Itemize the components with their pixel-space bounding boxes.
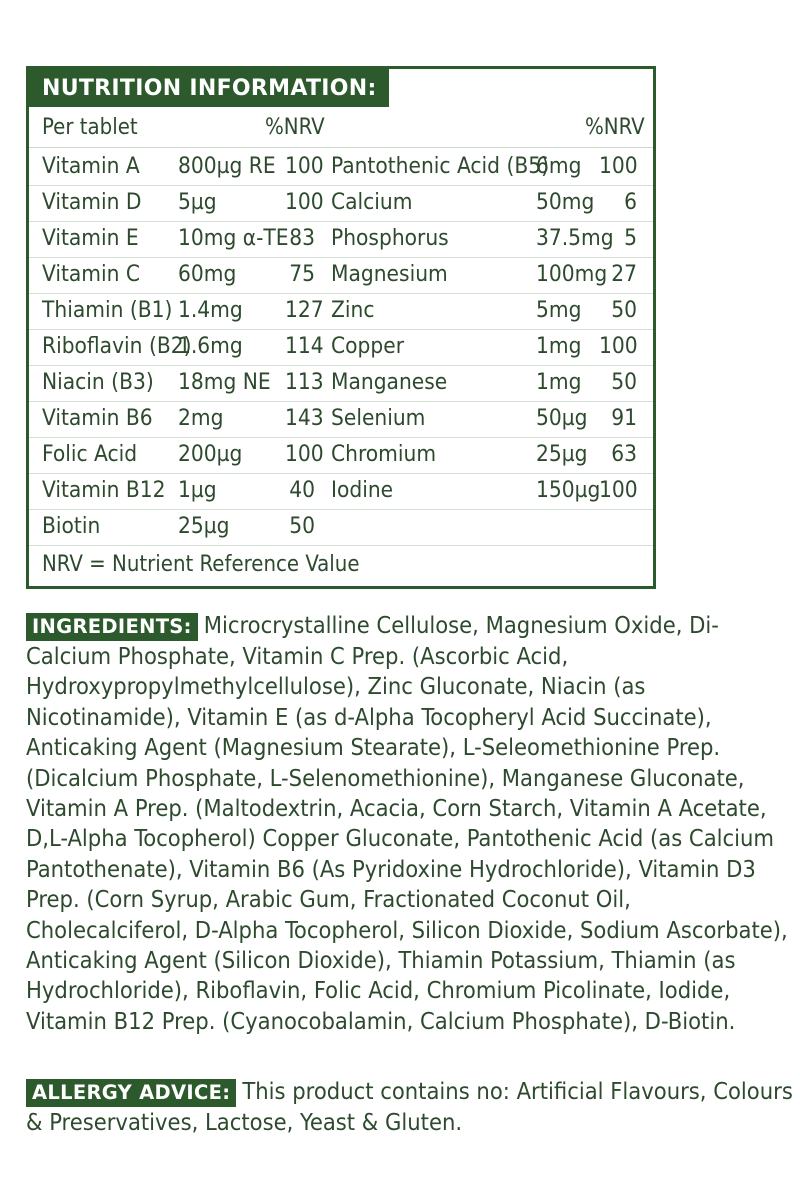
per-tablet-label: Per tablet: [42, 115, 138, 140]
nutrient-nrv: 100: [285, 189, 324, 215]
nutrient-amount: 1.6mg: [178, 333, 243, 359]
nutrition-row: [29, 509, 653, 546]
nutrient-name: Calcium: [331, 189, 413, 215]
nutrient-amount: 5µg: [178, 189, 217, 215]
nutrition-row: [29, 149, 653, 186]
nutrient-name: Niacin (B3): [42, 369, 154, 395]
nutrient-nrv: 100: [599, 153, 638, 179]
allergy-label: ALLERGY ADVICE:: [26, 1079, 236, 1107]
nutrient-amount: 18mg NE: [178, 369, 271, 395]
nutrition-row: [29, 257, 653, 294]
nutrient-name: Vitamin E: [42, 225, 139, 251]
nrv-footnote-row: [29, 545, 653, 585]
nutrient-name: Selenium: [331, 405, 426, 431]
nutrient-name: Magnesium: [331, 261, 448, 287]
nrv-footnote: NRV = Nutrient Reference Value: [42, 552, 360, 577]
nutrition-row: [29, 473, 653, 510]
ingredients-section: [26, 610, 796, 1036]
nutrient-amount: 37.5mg: [536, 225, 614, 251]
nutrient-amount: 2mg: [178, 405, 224, 431]
nutrient-nrv: 83: [289, 225, 315, 251]
nutrient-name: Vitamin C: [42, 261, 141, 287]
nutrient-name: Iodine: [331, 477, 394, 503]
nutrient-nrv: 50: [289, 513, 315, 539]
nutrient-name: Vitamin D: [42, 189, 142, 215]
nutrient-nrv: 100: [599, 477, 638, 503]
nutrition-header-row: [29, 109, 653, 148]
nutrient-nrv: 100: [599, 333, 638, 359]
nutrient-nrv: 143: [285, 405, 324, 431]
nutrient-nrv: 50: [611, 297, 637, 323]
nutrition-row: [29, 221, 653, 258]
nutrient-nrv: 100: [285, 441, 324, 467]
nutrient-amount: 5mg: [536, 297, 582, 323]
nutrient-name: Vitamin B12: [42, 477, 166, 503]
nutrition-panel: [26, 66, 656, 589]
nutrition-title: NUTRITION INFORMATION:: [29, 69, 389, 107]
nutrition-row: [29, 437, 653, 474]
allergy-text: This product contains no: Artificial Flavours, Colours & Preservatives, Lactose, Yeast & Gluten.: [26, 1077, 793, 1136]
nutrition-row: [29, 185, 653, 222]
nutrient-amount: 50µg: [536, 405, 588, 431]
nutrition-row: [29, 293, 653, 330]
nutrient-amount: 6mg: [536, 153, 582, 179]
nrv-header-left: %NRV: [265, 115, 325, 140]
nutrient-nrv: 27: [611, 261, 637, 287]
ingredients-text: Microcrystalline Cellulose, Magnesium Oxide, Di-Calcium Phosphate, Vitamin C Prep. (Ascorbic Acid, Hydroxypropylmethylcellulose), Zinc Gluconate, Niacin (as Nicotinamide), Vitamin E (as d-Alpha Tocopheryl Acid Succinate), Anticaking Agent (Magnesium Stearate), L-Seleomethionine Prep. (Dicalcium Phosphate, L-Selenomethionine), Manganese Gluconate, Vitamin A Prep. (Maltodextrin, Acacia, Corn Starch, Vitamin A Acetate, D,L-Alpha Tocopherol) Copper Gluconate, Pantothenic Acid (as Calcium Pantothenate), Vitamin B6 (As Pyridoxine Hydrochloride), Vitamin D3 Prep. (Corn Syrup, Arabic Gum, Fractionated Coconut Oil, Cholecalciferol, D-Alpha Tocopherol, Silicon Dioxide, Sodium Ascorbate), Anticaking Agent (Silicon Dioxide), Thiamin Potassium, Thiamin (as Hydrochloride), Riboflavin, Folic Acid, Chromium Picolinate, Iodide, Vitamin B12 Prep. (Cyanocobalamin, Calcium Phosphate), D-Biotin.: [26, 611, 788, 1035]
nutrient-amount: 200µg: [178, 441, 243, 467]
nutrient-amount: 100mg: [536, 261, 608, 287]
nutrient-name: Folic Acid: [42, 441, 138, 467]
nutrient-nrv: 5: [624, 225, 637, 251]
nutrient-amount: 800µg RE: [178, 153, 276, 179]
nutrient-nrv: 75: [289, 261, 315, 287]
nutrient-name: Zinc: [331, 297, 375, 323]
nutrient-name: Thiamin (B1): [42, 297, 173, 323]
nutrient-nrv: 6: [624, 189, 637, 215]
nutrient-amount: 150µg: [536, 477, 601, 503]
nutrient-nrv: 40: [289, 477, 315, 503]
nutrient-name: Riboflavin (B2): [42, 333, 192, 359]
nutrient-amount: 25µg: [178, 513, 230, 539]
nutrient-amount: 1mg: [536, 369, 582, 395]
nutrient-amount: 1mg: [536, 333, 582, 359]
nutrient-nrv: 50: [611, 369, 637, 395]
nutrient-amount: 1.4mg: [178, 297, 243, 323]
nutrient-amount: 1µg: [178, 477, 217, 503]
nutrient-nrv: 100: [285, 153, 324, 179]
nutrient-nrv: 63: [611, 441, 637, 467]
ingredients-label: INGREDIENTS:: [26, 613, 198, 641]
nutrient-name: Vitamin A: [42, 153, 140, 179]
nutrient-nrv: 127: [285, 297, 324, 323]
nutrient-name: Pantothenic Acid (B5): [331, 153, 550, 179]
nutrient-name: Phosphorus: [331, 225, 449, 251]
nutrition-row: [29, 401, 653, 438]
nutrient-nrv: 113: [285, 369, 324, 395]
nutrient-name: Chromium: [331, 441, 437, 467]
nutrient-amount: 25µg: [536, 441, 588, 467]
nutrition-row: [29, 365, 653, 402]
nutrient-amount: 10mg α-TE: [178, 225, 289, 251]
nutrient-name: Biotin: [42, 513, 101, 539]
allergy-section: [26, 1076, 796, 1137]
nutrient-amount: 50mg: [536, 189, 595, 215]
nutrient-nrv: 114: [285, 333, 324, 359]
nutrition-row: [29, 329, 653, 366]
nutrient-nrv: 91: [611, 405, 637, 431]
nutrient-amount: 60mg: [178, 261, 237, 287]
nutrient-name: Manganese: [331, 369, 448, 395]
nutrient-name: Copper: [331, 333, 405, 359]
nutrient-name: Vitamin B6: [42, 405, 153, 431]
nrv-header-right: %NRV: [585, 115, 645, 140]
